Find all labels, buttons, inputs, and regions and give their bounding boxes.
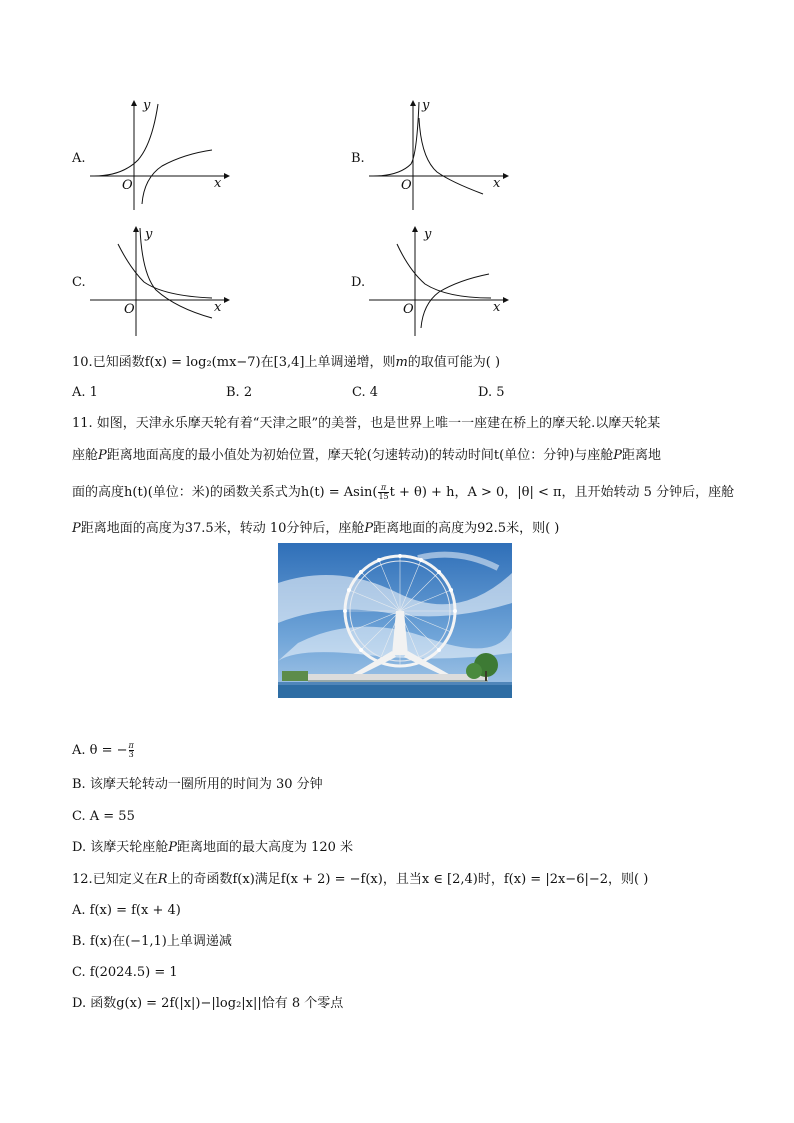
q10-text-c: 的取值可能为( ) <box>407 355 501 370</box>
q12-option-a[interactable]: A. f(x) = f(x + 4) <box>72 903 181 918</box>
graph-c-x-label: x <box>214 300 222 315</box>
graph-option-b <box>351 98 511 213</box>
question-10 <box>72 354 732 372</box>
question-11-line-4: P距离地面的高度为37.5米，转动 10分钟后，座舱P距离地面的高度为92.5米，则( ) <box>72 521 560 536</box>
graph-d-label: D. <box>351 275 366 290</box>
graph-b-x-label: x <box>493 176 501 191</box>
q10-text-b: 在[3,4]上单调递增，则 <box>260 355 396 370</box>
q11-option-a[interactable]: A. θ = − $\frac{\pi}{3}$ <box>72 741 134 759</box>
question-11-line-3: 面的高度h(t)(单位：米)的函数关系式为h(t) = Asin( $\frac{\pi}{15}$ t + θ) + h，A > 0，|θ| < π，且开始转动 5 分钟后，座舱 <box>72 483 735 501</box>
graph-d-x-label: x <box>493 300 501 315</box>
question-11-line-1: 11. 如图，天津永乐摩天轮有着“天津之眼”的美誉，也是世界上唯一一座建在桥上的摩天轮.以摩天轮某 <box>72 416 661 431</box>
ferris-wheel-photo <box>278 543 512 698</box>
graph-a-y-label: y <box>143 98 151 113</box>
graph-a-plot <box>72 98 232 213</box>
q11-fraction: $\frac{\pi}{15}$ <box>378 483 389 501</box>
q12-option-d[interactable]: D. 函数g(x) = 2f(|x|)−|log₂|x||恰有 8 个零点 <box>72 996 344 1011</box>
q10-option-b[interactable]: B. 2 <box>226 385 253 400</box>
graph-option-d <box>351 224 511 339</box>
graph-a-x-label: x <box>214 176 222 191</box>
q11-option-c[interactable]: C. A = 55 <box>72 809 135 824</box>
graph-c-y-label: y <box>145 227 153 242</box>
q10-option-d[interactable]: D. 5 <box>478 385 505 400</box>
graph-option-c <box>72 224 232 339</box>
q10-var-m: m <box>395 355 408 370</box>
graph-a-origin: O <box>122 178 133 193</box>
q11-option-b[interactable]: B. 该摩天轮转动一圈所用的时间为 30 分钟 <box>72 777 323 792</box>
graph-c-origin: O <box>124 302 135 317</box>
graph-b-y-label: y <box>422 98 430 113</box>
graph-a-label: A. <box>72 151 86 166</box>
q10-option-a[interactable]: A. 1 <box>72 385 98 400</box>
q10-number: 10. <box>72 355 93 370</box>
q11-option-d[interactable]: D. 该摩天轮座舱P距离地面的最大高度为 120 米 <box>72 840 354 855</box>
question-12: 12.已知定义在R上的奇函数f(x)满足f(x + 2) = −f(x)，且当x ∈ [2,4)时，f(x) = |2x−6|−2，则( ) <box>72 872 649 887</box>
graph-option-a <box>72 98 232 213</box>
graph-d-origin: O <box>403 302 414 317</box>
question-11-line-2: 座舱P距离地面高度的最小值处为初始位置，摩天轮(匀速转动)的转动时间t(单位：分钟)与座舱P距离地 <box>72 448 662 463</box>
q10-expr: f(x) = log₂(mx−7) <box>144 355 261 370</box>
graph-d-y-label: y <box>424 227 432 242</box>
graph-b-plot <box>351 98 511 213</box>
q12-option-b[interactable]: B. f(x)在(−1,1)上单调递减 <box>72 934 232 949</box>
graph-b-origin: O <box>401 178 412 193</box>
graph-b-label: B. <box>351 151 365 166</box>
q12-option-c[interactable]: C. f(2024.5) = 1 <box>72 965 178 980</box>
q10-text-a: 已知函数 <box>92 355 145 370</box>
graph-c-label: C. <box>72 275 86 290</box>
q10-option-c[interactable]: C. 4 <box>352 385 379 400</box>
